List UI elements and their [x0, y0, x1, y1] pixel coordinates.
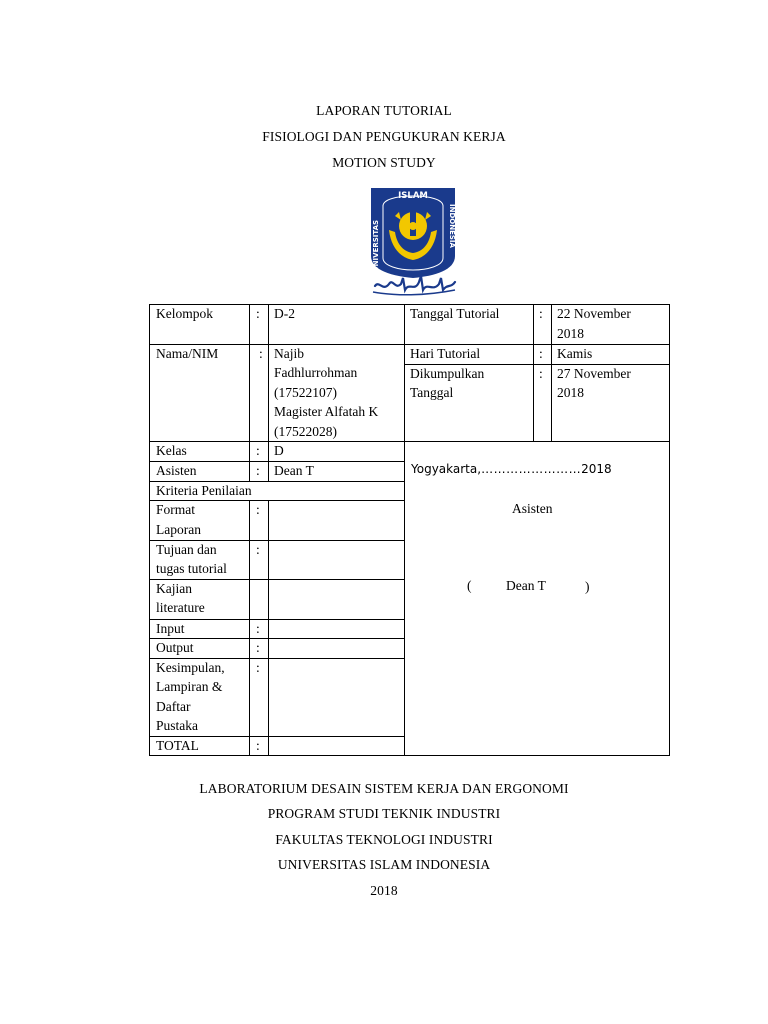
asisten-label: Asisten: [156, 463, 197, 478]
colon: :: [256, 660, 260, 675]
report-title: LAPORAN TUTORIAL: [316, 103, 452, 118]
asisten-value: Dean T: [274, 463, 314, 478]
signature-open-paren: (: [467, 578, 472, 593]
criterion-label: Pustaka: [156, 718, 198, 733]
colon: :: [256, 640, 260, 655]
logo-calligraphy: [375, 276, 455, 290]
total-label: TOTAL: [156, 738, 199, 753]
criterion-label: Input: [156, 621, 185, 636]
dikumpulkan-label-2: Tanggal: [410, 385, 454, 400]
logo-text-left: UNIVERSITAS: [372, 219, 380, 272]
criterion-label: Kajian: [156, 581, 192, 596]
colon: :: [256, 443, 260, 458]
dikumpulkan-year: 2018: [557, 385, 584, 400]
member-line: Najib: [274, 346, 304, 361]
signature-role: Asisten: [512, 501, 553, 516]
member-line: (17522028): [274, 424, 337, 439]
hari-tutorial-value: Kamis: [557, 346, 593, 361]
tanggal-tutorial-label: Tanggal Tutorial: [410, 306, 500, 321]
colon: :: [539, 346, 543, 361]
member-line: Magister Alfatah K: [274, 404, 379, 419]
criterion-label: Laporan: [156, 522, 201, 537]
hari-tutorial-label: Hari Tutorial: [410, 346, 481, 361]
signature-place: Yogyakarta,: [411, 462, 482, 476]
logo-text-right: INDONESIA: [448, 204, 456, 248]
criterion-label: Tujuan dan: [156, 542, 217, 557]
kriteria-heading: Kriteria Penilaian: [156, 483, 252, 498]
colon: :: [256, 738, 260, 753]
assessment-table: [149, 304, 670, 756]
signature-year: 2018: [581, 462, 612, 476]
colon: :: [539, 306, 543, 321]
tanggal-tutorial-value: 22 November: [557, 306, 631, 321]
topic-title: MOTION STUDY: [332, 155, 436, 170]
faculty: FAKULTAS TEKNOLOGI INDUSTRI: [275, 832, 493, 847]
criterion-label: Format: [156, 502, 195, 517]
year: 2018: [370, 883, 398, 898]
colon: :: [256, 621, 260, 636]
colon: :: [256, 306, 260, 321]
criterion-label: Kesimpulan,: [156, 660, 225, 675]
signature-date-dots: ……………………: [481, 462, 582, 476]
kelas-value: D: [274, 443, 284, 458]
signature-close-paren: ): [585, 579, 590, 594]
dikumpulkan-label: Dikumpulkan: [410, 366, 485, 381]
study-program: PROGRAM STUDI TEKNIK INDUSTRI: [267, 806, 501, 821]
criterion-label: literature: [156, 600, 205, 615]
kelas-label: Kelas: [156, 443, 187, 458]
signature-name: Dean T: [506, 578, 546, 593]
logo-text-top: ISLAM: [398, 191, 428, 201]
course-title: FISIOLOGI DAN PENGUKURAN KERJA: [262, 129, 506, 144]
criterion-label: Lampiran &: [156, 679, 223, 694]
colon: :: [539, 366, 543, 381]
university: UNIVERSITAS ISLAM INDONESIA: [277, 857, 491, 872]
kelompok-value: D-2: [274, 306, 295, 321]
lab-name: LABORATORIUM DESAIN SISTEM KERJA DAN ERGONOMI: [199, 781, 569, 796]
colon: :: [256, 463, 260, 478]
criterion-label: tugas tutorial: [156, 561, 227, 576]
criterion-label: Daftar: [156, 699, 191, 714]
signature-place-date: [411, 460, 612, 480]
colon: :: [256, 502, 260, 517]
tanggal-tutorial-year: 2018: [557, 326, 584, 341]
criterion-label: Output: [156, 640, 194, 655]
dikumpulkan-value: 27 November: [557, 366, 631, 381]
colon: :: [256, 542, 260, 557]
member-line: (17522107): [274, 385, 337, 400]
member-line: Fadhlurrohman: [274, 365, 358, 380]
university-logo: [365, 186, 461, 298]
colon: :: [259, 346, 263, 361]
kelompok-label: Kelompok: [156, 306, 213, 321]
nama-nim-label: Nama/NIM: [156, 346, 219, 361]
